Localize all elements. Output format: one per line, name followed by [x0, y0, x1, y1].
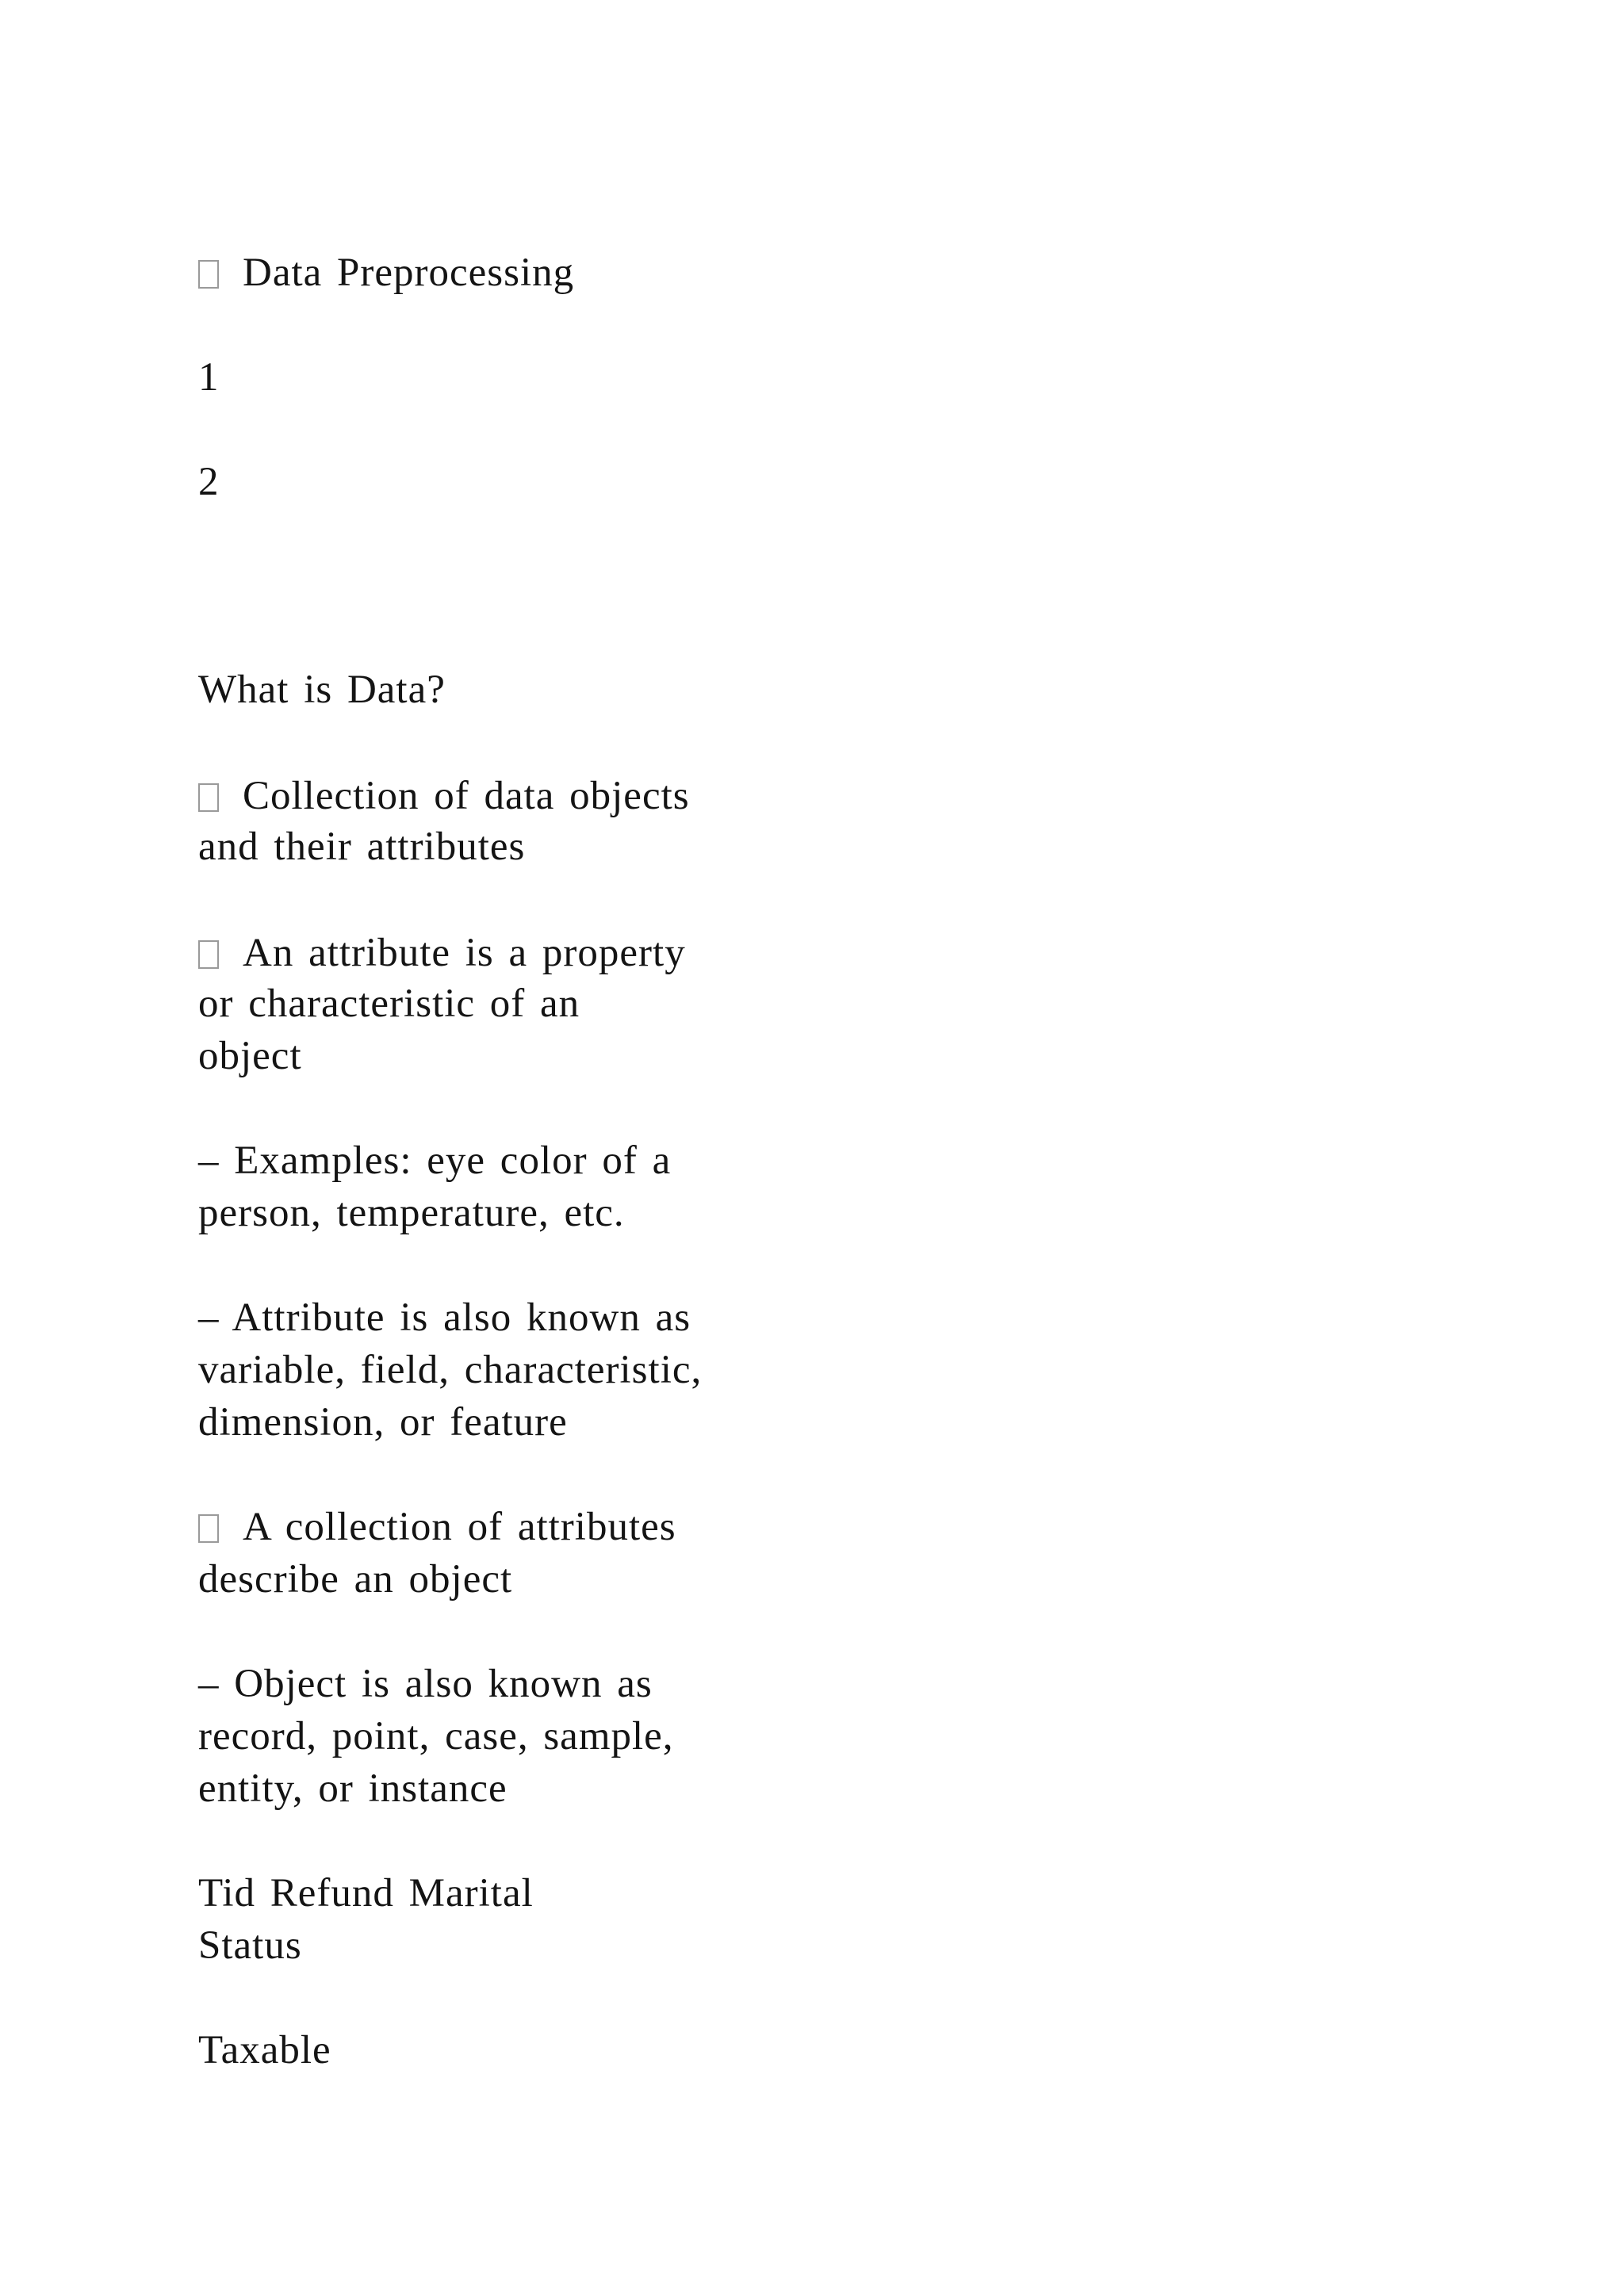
text-line: person, temperature, etc.	[198, 1191, 625, 1235]
section-title: What is Data?	[198, 668, 446, 712]
bullet-icon	[198, 783, 219, 812]
table-header-line: Status	[198, 1923, 302, 1968]
page-number: 2	[198, 460, 220, 504]
table-header-line: Tid Refund Marital	[198, 1871, 534, 1915]
bullet-line	[198, 928, 686, 978]
text-line: – Examples: eye color of a	[198, 1138, 672, 1183]
text-line: object	[198, 1034, 302, 1078]
text-line: – Attribute is also known as	[198, 1295, 691, 1340]
bullet-text: Collection of data objects	[243, 774, 690, 818]
bullet-line	[198, 771, 690, 821]
bullet-text: An attribute is a property	[243, 931, 686, 975]
bullet-icon	[198, 260, 219, 289]
heading-text: Data Preprocessing	[243, 251, 575, 295]
text-line: describe an object	[198, 1557, 513, 1601]
text-line: record, point, case, sample,	[198, 1714, 674, 1758]
table-header-line: Taxable	[198, 2028, 331, 2072]
text-line: dimension, or feature	[198, 1400, 568, 1445]
text-line: variable, field, characteristic,	[198, 1348, 703, 1392]
text-line: entity, or instance	[198, 1766, 508, 1811]
bullet-icon	[198, 1514, 219, 1543]
bullet-icon	[198, 940, 219, 969]
bullet-line	[198, 1502, 676, 1552]
text-line: or characteristic of an	[198, 982, 580, 1026]
bullet-text: A collection of attributes	[243, 1505, 676, 1549]
text-line: – Object is also known as	[198, 1662, 653, 1706]
heading-line	[198, 247, 574, 298]
page-number: 1	[198, 355, 220, 400]
text-line: and their attributes	[198, 825, 526, 869]
